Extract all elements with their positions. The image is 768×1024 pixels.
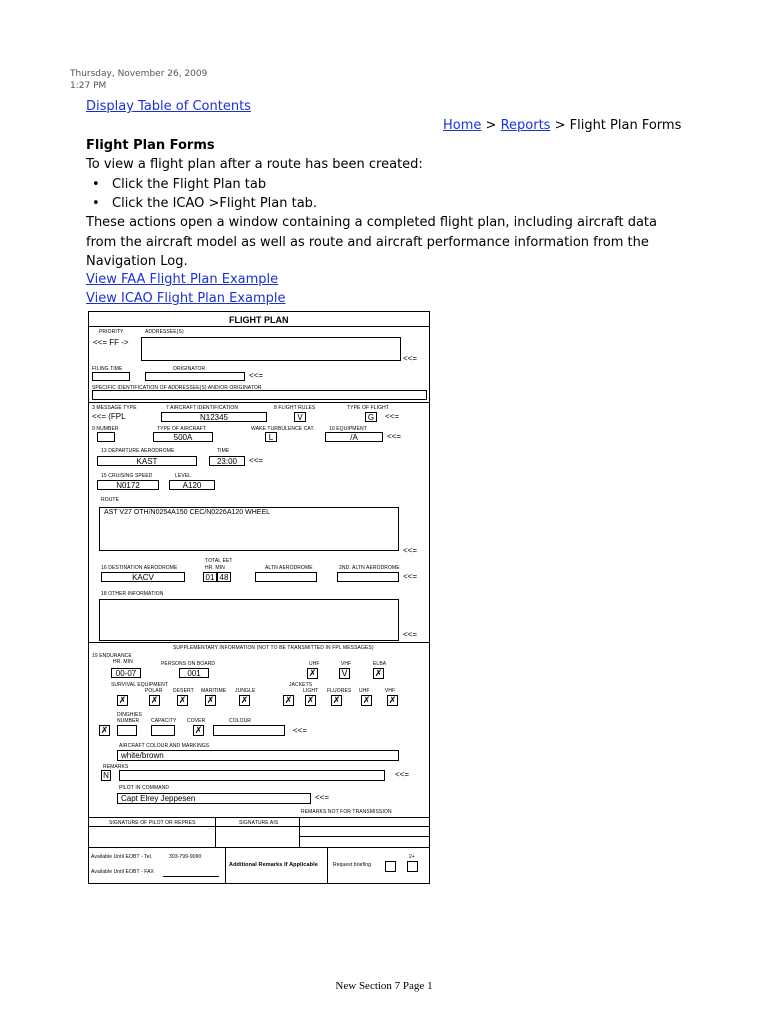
breadcrumb (443, 118, 681, 133)
dinghy-capacity-box (151, 725, 175, 736)
altn2-box (337, 572, 399, 582)
faa-link-text[interactable]: View FAA Flight Plan Example (86, 272, 279, 287)
cover-label: COVER (187, 718, 206, 724)
add-remarks-label: Additional Remarks If Applicable (229, 862, 318, 868)
dinghy-number-box (117, 725, 137, 736)
cover-check: ✗ (194, 725, 203, 735)
avail-phone: 303-799-9090 (169, 854, 202, 860)
end-mark: <<= (403, 572, 418, 581)
icao-link-text[interactable]: View ICAO Flight Plan Example (86, 291, 286, 306)
two-plus-label: 2+ (409, 854, 415, 860)
route-box: AST V27 OTH/N0254A150 CEC/N0226A120 WHEEL (99, 507, 399, 551)
dinghies-label: DINGHIES (117, 712, 142, 718)
not-transmit-label: REMARKS NOT FOR TRANSMISSION (301, 809, 392, 815)
priority-label: PRIORITY (99, 329, 124, 335)
originator-box (145, 372, 245, 381)
altn2-label: 2ND. ALTN AERODROME (339, 565, 400, 571)
remarks-prefix-box: N (101, 770, 111, 781)
level-box: A120 (169, 480, 215, 490)
departure-box: KAST (97, 456, 197, 466)
other-label: 18 OTHER INFORMATION (101, 591, 164, 597)
form-title: FLIGHT PLAN (229, 315, 289, 325)
flight-type-label: TYPE OF FLIGHT (347, 405, 389, 411)
vhf-label: VHF (341, 661, 352, 667)
list-item: • Click the Flight Plan tab (92, 175, 317, 194)
other-box (99, 599, 399, 641)
dest-label: 16 DESTINATION AERODROME (101, 565, 178, 571)
filing-time-label: FILING TIME (92, 366, 123, 372)
polar-check: ✗ (150, 695, 159, 705)
flight-rules-label: 8 FLIGHT RULES (274, 405, 316, 411)
survival-label: SURVIVAL EQUIPMENT (111, 682, 168, 688)
end-mark: <<= (395, 770, 410, 779)
aircraft-id-label: 7 AIRCRAFT IDENTIFICATION (166, 405, 239, 411)
end-mark: <<= (293, 726, 308, 735)
jackets-check: ✗ (284, 695, 293, 705)
eet-hr-box: 01 (203, 572, 217, 582)
eet-min-box: 48 (217, 572, 231, 582)
avail-until-label: Available Until EOBT - Tel. (91, 854, 153, 860)
msg-type-label: 3 MESSAGE TYPE (92, 405, 137, 411)
uhf-check: ✗ (308, 668, 317, 678)
msg-type-value: <<= (FPL (92, 412, 126, 421)
sig-ais-label: SIGNATURE AIS (239, 820, 279, 826)
end-mark: <<= (385, 412, 400, 421)
ac-colour-box: white/brown (117, 750, 399, 761)
aircraft-id-box: N12345 (161, 412, 267, 422)
hr-min-label: HR. MIN (205, 565, 225, 571)
description-paragraph: These actions open a window containing a completed flight plan, including aircraft data from the aircraft model as well as route and aircraft performance information from the Navigation Log. (86, 215, 657, 269)
dinghies-check: ✗ (100, 725, 109, 735)
aircraft-type-label: TYPE OF AIRCRAFT (157, 426, 207, 432)
endurance-label: 19 ENDURANCE (92, 653, 132, 659)
fluores-check: ✗ (332, 695, 341, 705)
jungle-label: JUNGLE (235, 688, 256, 694)
section-title: Flight Plan Forms (86, 138, 215, 153)
flight-rules-box: V (294, 412, 306, 422)
specific-id-label: SPECIFIC IDENTIFICATION OF ADDRESSEE(S) AND/OR ORIGINATOR (92, 385, 262, 391)
level-label: LEVEL (175, 473, 192, 479)
flight-type-box: G (365, 412, 377, 422)
originator-label: ORIGINATOR (173, 366, 206, 372)
wake-label: WAKE TURBULENCE CAT. (251, 426, 315, 432)
end-mark: <<= (403, 354, 418, 363)
flight-plan-form (88, 311, 430, 884)
intro-text: To view a flight plan after a route has been created: (86, 157, 423, 172)
speed-box: N0172 (97, 480, 159, 490)
number-label: 9 NUMBER (92, 426, 119, 432)
equipment-label: 10 EQUIPMENT (329, 426, 367, 432)
vhf-check: V (339, 668, 350, 679)
note-date: Thursday, November 26, 2009 (70, 69, 208, 79)
colour-label: COLOUR (229, 718, 251, 724)
list-item: • Click the ICAO >Flight Plan tab. (92, 194, 317, 213)
elba-check: ✗ (374, 668, 383, 678)
priority-value: <<= FF -> (93, 338, 129, 347)
capacity-label: CAPACITY (151, 718, 177, 724)
equipment-box: /A (325, 432, 383, 442)
jacket-vhf-check: ✗ (388, 695, 397, 705)
ac-colour-label: AIRCRAFT COLOUR AND MARKINGS (119, 743, 210, 749)
end-mark: <<= (387, 432, 402, 441)
fluores-label: FLUORES (327, 688, 352, 694)
uhf-label: UHF (309, 661, 320, 667)
end-mark: <<= (315, 793, 330, 802)
filing-time-box (92, 372, 130, 381)
number-box (97, 432, 115, 442)
breadcrumb-home[interactable]: Home (443, 118, 482, 133)
desert-check: ✗ (178, 695, 187, 705)
desert-label: DESERT (173, 688, 194, 694)
light-check: ✗ (306, 695, 315, 705)
instruction-list (92, 175, 317, 213)
faa-example-link[interactable] (86, 270, 278, 289)
remarks-box (119, 770, 385, 781)
elba-label: ELBA (373, 661, 387, 667)
toc-link-text[interactable]: Display Table of Contents (86, 99, 251, 114)
jungle-check: ✗ (240, 695, 249, 705)
speed-label: 15 CRUISING SPEED (101, 473, 153, 479)
page-footer: New Section 7 Page 1 (335, 980, 433, 992)
endurance-box: 00-07 (111, 668, 141, 678)
jackets-label: JACKETS (289, 682, 313, 688)
persons-box: 001 (179, 668, 209, 678)
maritime-check: ✗ (206, 695, 215, 705)
breadcrumb-current: > Flight Plan Forms (554, 118, 682, 133)
survival-check: ✗ (118, 695, 127, 705)
maritime-label: MARITIME (201, 688, 227, 694)
briefing-check-1 (385, 861, 396, 872)
remarks-label: REMARKS (103, 764, 129, 770)
destination-box: KACV (101, 572, 185, 582)
sig-pilot-label: SIGNATURE OF PILOT OR REPRES (109, 820, 196, 826)
toc-link[interactable] (86, 97, 251, 116)
number-lbl2: NUMBER (117, 718, 140, 724)
end-mark: <<= (249, 371, 264, 380)
supp-label: SUPPLEMENTARY INFORMATION (NOT TO BE TRANSMITTED IN FPL MESSAGES) (173, 645, 374, 651)
breadcrumb-sep: > (485, 118, 497, 133)
request-briefing-label: Request briefing (333, 862, 372, 868)
uhf-label: UHF (359, 688, 370, 694)
dinghy-colour-box (213, 725, 285, 736)
eet-label: TOTAL EET (205, 558, 233, 564)
jacket-uhf-check: ✗ (362, 695, 371, 705)
wake-box: L (265, 432, 277, 442)
altn-label: ALTN AERODROME (265, 565, 313, 571)
addressees-box (141, 337, 401, 361)
time-box: 23:00 (209, 456, 245, 466)
altn-box (255, 572, 317, 582)
avail-fax-label: Available Until EOBT - FAX (91, 869, 154, 875)
pic-box: Capt Elrey Jeppesen (117, 793, 311, 804)
endurance-hrmin: HR. MIN (113, 659, 133, 665)
note-time: 1:27 PM (70, 81, 107, 91)
breadcrumb-reports[interactable]: Reports (500, 118, 551, 133)
polar-label: POLAR (145, 688, 163, 694)
aircraft-type-box: 500A (153, 432, 213, 442)
persons-label: PERSONS ON BOARD (161, 661, 216, 667)
dep-label: 13 DEPARTURE AERODROME (101, 448, 175, 454)
addressees-label: ADDRESSEE(S) (145, 329, 184, 335)
specific-id-box (92, 390, 427, 400)
route-label: ROUTE (101, 497, 119, 503)
icao-example-link[interactable] (86, 289, 286, 308)
end-mark: <<= (249, 456, 264, 465)
briefing-check-2 (407, 861, 418, 872)
pic-label: PILOT IN COMMAND (119, 785, 170, 791)
vhf-label: VHF (385, 688, 396, 694)
end-mark: <<= (403, 546, 418, 555)
time-label: TIME (217, 448, 230, 454)
light-label: LIGHT (303, 688, 319, 694)
end-mark: <<= (403, 630, 418, 639)
